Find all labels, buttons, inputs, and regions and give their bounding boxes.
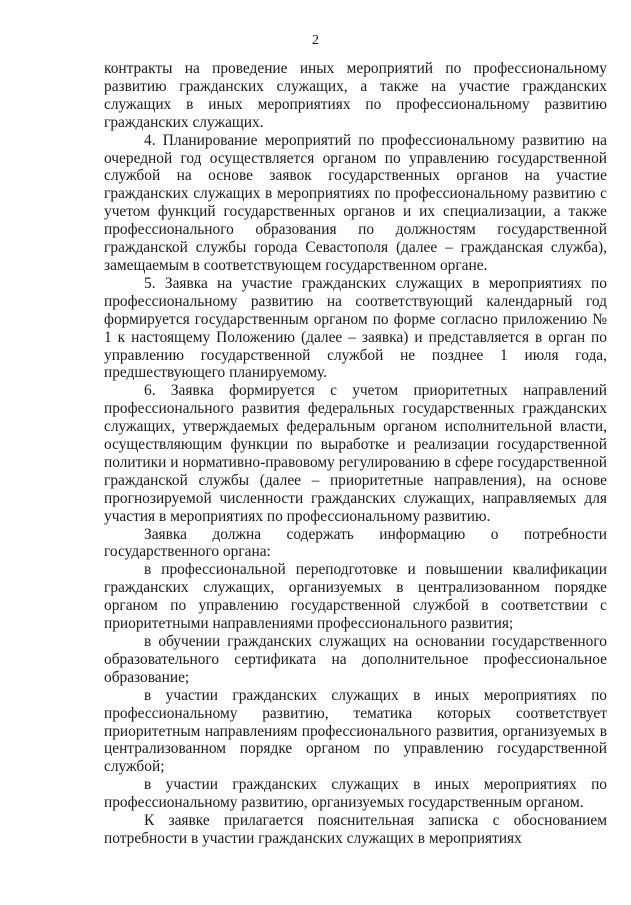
paragraph-continuation: контракты на проведение иных мероприятий по профессиональному развитию гражданских служащих, а также на участие гражданских служащих в иных мероприятиях по профессиональному развитию гражданских служащих.	[104, 60, 607, 131]
paragraph-item-6: 6. Заявка формируется с учетом приоритетных направлений профессионального развития федеральных государственных гражданских служащих, утверждаемых федеральным органом исполнительной власти, осуществляющим функции по выработке и реализации государственной политики и нормативно-правовому регулированию в сфере государственной гражданской службы (далее – приоритетные направления), на основе прогнозируемой численности гражданских служащих, направляемых для участия в мероприятиях по профессиональному развитию.	[104, 382, 607, 525]
paragraph-requirement-other-centralized: в участии гражданских служащих в иных мероприятиях по профессиональному развитию, тематика которых соответствует приоритетным направлениям профессионального развития, организуемых в централизованном порядке органом по управлению государственной службой;	[104, 686, 607, 776]
document-body	[104, 60, 607, 848]
paragraph-item-5: 5. Заявка на участие гражданских служащих в мероприятиях по профессиональному развитию на соответствующий календарный год формируется государственным органом по форме согласно приложению № 1 к настоящему Положению (далее – заявка) и представляется в орган по управлению государственной службой не позднее 1 июля года, предшествующего планируемому.	[104, 274, 607, 382]
paragraph-requirement-certificate: в обучении гражданских служащих на основании государственного образовательного сертификата на дополнительное профессиональное образование;	[104, 633, 607, 686]
paragraph-requirement-retraining: в профессиональной переподготовке и повышении квалификации гражданских служащих, организуемых в централизованном порядке органом по управлению государственной службой в соответствии с приоритетными направлениями профессионального развития;	[104, 561, 607, 633]
paragraph-attachment-note: К заявке прилагается пояснительная записка с обоснованием потребности в участии гражданских служащих в мероприятиях	[104, 812, 607, 847]
page-number: 2	[312, 33, 319, 48]
paragraph-requirements-intro: Заявка должна содержать информацию о потребности государственного органа:	[104, 525, 607, 561]
paragraph-requirement-other-own: в участии гражданских служащих в иных мероприятиях по профессиональному развитию, организуемых государственным органом.	[104, 776, 607, 812]
paragraph-item-4: 4. Планирование мероприятий по профессиональному развитию на очередной год осуществляется органом по управлению государственной службой на основе заявок государственных органов на участие гражданских служащих в мероприятиях по профессиональному развитию с учетом функций государственных органов и их специализации, а также профессионального образования по должностям государственной гражданской службы города Севастополя (далее – гражданская служба), замещаемым в соответствующем государственном органе.	[104, 131, 607, 274]
